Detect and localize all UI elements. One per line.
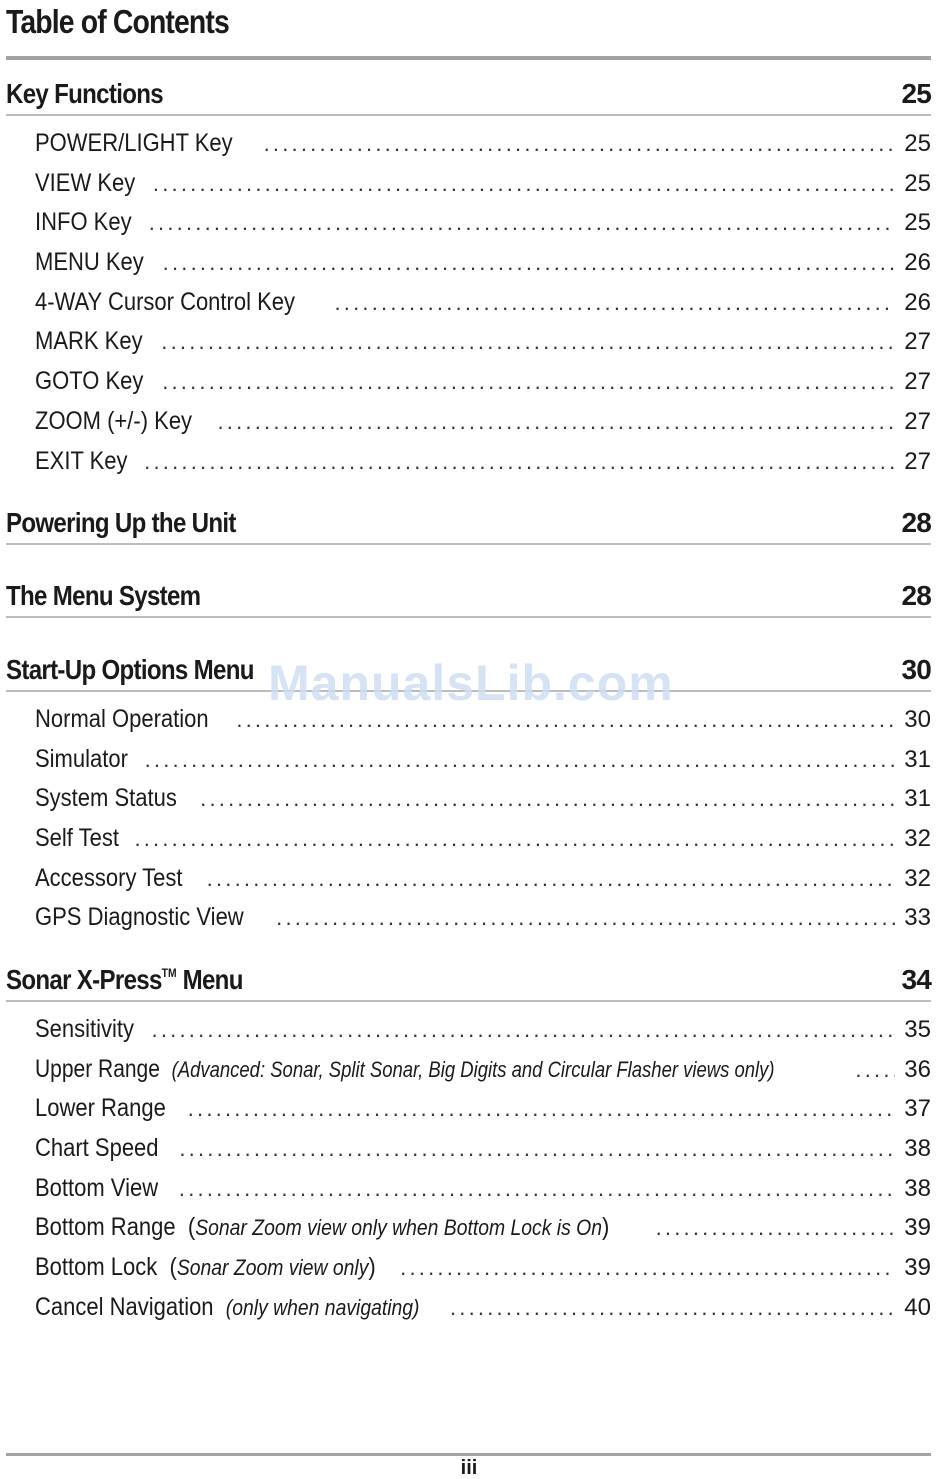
toc-entry[interactable] (35, 740, 931, 780)
toc-section-powering-up (6, 503, 931, 545)
toc-entry-note: Sonar Zoom view only (176, 1255, 369, 1281)
toc-entry-page: 39 (904, 1214, 931, 1242)
page-title: Table of Contents (6, 3, 229, 40)
toc-entry-list (6, 116, 931, 481)
toc-entry-label: MENU Key (35, 248, 144, 277)
toc-entry-list (6, 692, 931, 938)
toc-entry-label (35, 1248, 376, 1288)
toc-entry-page: 32 (904, 864, 931, 892)
dot-leader (144, 442, 895, 482)
note-open-paren: ( (169, 1253, 177, 1282)
dot-leader (276, 898, 895, 938)
section-heading[interactable] (6, 576, 931, 618)
section-page-number: 34 (901, 964, 931, 995)
toc-entry[interactable] (35, 442, 931, 482)
dot-leader (200, 779, 895, 819)
dot-leader (207, 859, 895, 899)
toc-entry-label (35, 1208, 609, 1248)
toc-entry-page: 39 (904, 1254, 931, 1282)
dot-leader (179, 1169, 895, 1209)
toc-entry-page: 33 (904, 904, 931, 932)
toc-entry-label: VIEW Key (35, 168, 136, 197)
toc-entry[interactable] (35, 1169, 931, 1209)
dot-leader (149, 203, 895, 243)
toc-entry-label: System Status (35, 784, 177, 813)
section-page-number: 28 (901, 507, 931, 538)
section-title-suffix: Menu (182, 964, 243, 995)
toc-entry-label: Bottom View (35, 1173, 159, 1202)
toc-entry-label: Chart Speed (35, 1134, 159, 1163)
toc-entry[interactable] (35, 1050, 931, 1090)
footer-page-number: iii (460, 1457, 478, 1479)
toc-entry-page: 30 (904, 706, 931, 733)
dot-leader (400, 1248, 895, 1288)
toc-entry-page: 36 (904, 1055, 931, 1083)
toc-entry-page: 31 (904, 745, 931, 773)
section-title (6, 956, 243, 997)
toc-entry-page: 31 (904, 785, 931, 813)
toc-entry[interactable] (35, 124, 931, 164)
toc-entry-note: (Advanced: Sonar, Split Sonar, Big Digits and Circular Flasher views only) (171, 1056, 775, 1082)
toc-entry-page: 27 (904, 447, 931, 475)
toc-entry-page: 32 (904, 825, 931, 853)
toc-entry-label: POWER/LIGHT Key (35, 129, 233, 157)
toc-entry[interactable] (35, 859, 931, 899)
toc-entry-label-text: Upper Range (35, 1054, 160, 1083)
dot-leader (179, 1129, 895, 1169)
dot-leader (161, 322, 895, 362)
dot-leader (162, 362, 895, 402)
toc-entry-label: Self Test (35, 824, 119, 853)
section-page-number: 25 (901, 78, 931, 109)
toc-entry[interactable] (35, 362, 931, 402)
toc-entry-label: GPS Diagnostic View (35, 903, 244, 932)
toc-entry-label: ZOOM (+/-) Key (35, 406, 193, 435)
footer-divider (6, 1453, 931, 1456)
toc-entry-page: 38 (904, 1135, 931, 1163)
toc-entry[interactable] (35, 1129, 931, 1169)
dot-leader (134, 819, 895, 859)
toc-entry-label (35, 1050, 775, 1090)
dot-leader (217, 402, 895, 442)
toc-entry[interactable] (35, 203, 931, 243)
dot-leader (163, 243, 895, 283)
section-title: Powering Up the Unit (6, 507, 236, 538)
toc-entry-page: 27 (904, 407, 931, 435)
toc-entry-page: 40 (904, 1293, 931, 1321)
toc-entry[interactable] (35, 164, 931, 204)
toc-entry[interactable] (35, 1288, 931, 1328)
toc-entry-label: Simulator (35, 744, 128, 773)
section-heading[interactable] (6, 74, 931, 116)
toc-entry-label: EXIT Key (35, 446, 128, 475)
section-page-number: 28 (901, 580, 931, 611)
dot-leader (264, 124, 895, 164)
toc-entry[interactable] (35, 819, 931, 859)
toc-entry-label: Normal Operation (35, 705, 209, 733)
section-title: The Menu System (6, 580, 201, 611)
toc-entry[interactable] (35, 1089, 931, 1129)
toc-entry-label-text: Bottom Lock (35, 1253, 158, 1282)
toc-entry-page: 26 (904, 288, 931, 316)
note-close-paren: ) (601, 1213, 610, 1242)
toc-entry-list (6, 1002, 931, 1328)
toc-entry-label: INFO Key (35, 208, 132, 237)
toc-entry[interactable] (35, 1208, 931, 1248)
toc-entry-page: 25 (904, 209, 931, 237)
toc-entry[interactable] (35, 779, 931, 819)
dot-leader (656, 1208, 895, 1248)
toc-entry[interactable] (35, 283, 931, 323)
note-close-paren: ) (368, 1253, 376, 1282)
toc-entry-label-text: Cancel Navigation (35, 1292, 214, 1321)
toc-entry[interactable] (35, 1010, 931, 1050)
toc-entry[interactable] (35, 1248, 931, 1288)
section-title: Key Functions (6, 78, 163, 109)
toc-section-key-functions (6, 74, 931, 481)
dot-leader (450, 1288, 895, 1328)
toc-section-sonar-x-press (6, 960, 931, 1328)
toc-entry-page: 26 (904, 249, 931, 277)
toc-section-menu-system (6, 576, 931, 618)
dot-leader (334, 283, 895, 323)
dot-leader (145, 740, 895, 780)
toc-entry-page: 25 (904, 130, 931, 157)
section-heading[interactable] (6, 503, 931, 545)
toc-entry-label: MARK Key (35, 327, 143, 356)
section-page-number: 30 (901, 654, 931, 685)
toc-entry-page: 38 (904, 1174, 931, 1202)
toc-entry-page: 25 (904, 169, 931, 197)
toc-entry-note: (only when navigating) (225, 1294, 420, 1320)
dot-leader (152, 1010, 895, 1050)
toc-entry[interactable] (35, 322, 931, 362)
toc-entry-label: Sensitivity (35, 1015, 135, 1043)
toc-entry-label (35, 1288, 420, 1328)
trademark-mark: TM (161, 966, 177, 980)
watermark: ManualsLib.com (268, 655, 674, 711)
dot-leader (153, 164, 895, 204)
toc-entry-label: GOTO Key (35, 367, 144, 396)
toc-entry-label: Lower Range (35, 1094, 166, 1123)
toc-entry-label: 4-WAY Cursor Control Key (35, 287, 296, 316)
title-divider (6, 56, 931, 60)
note-open-paren: ( (187, 1213, 196, 1242)
toc-entry-page: 35 (904, 1016, 931, 1043)
toc-entry[interactable] (35, 898, 931, 938)
toc-entry[interactable] (35, 243, 931, 283)
dot-leader (188, 1089, 895, 1129)
toc-entry-note: Sonar Zoom view only when Bottom Lock is On (195, 1215, 602, 1241)
dot-leader (855, 1050, 895, 1090)
toc-entry-page: 27 (904, 328, 931, 356)
section-heading[interactable] (6, 960, 931, 1002)
section-title: Start-Up Options Menu (6, 654, 254, 685)
toc-entry-label: Accessory Test (35, 863, 183, 892)
toc-entry[interactable] (35, 402, 931, 442)
toc-entry-page: 27 (904, 368, 931, 396)
toc-entry-label-text: Bottom Range (35, 1213, 176, 1242)
section-title-text: Sonar X-Press (6, 964, 162, 995)
toc-entry-page: 37 (904, 1095, 931, 1123)
